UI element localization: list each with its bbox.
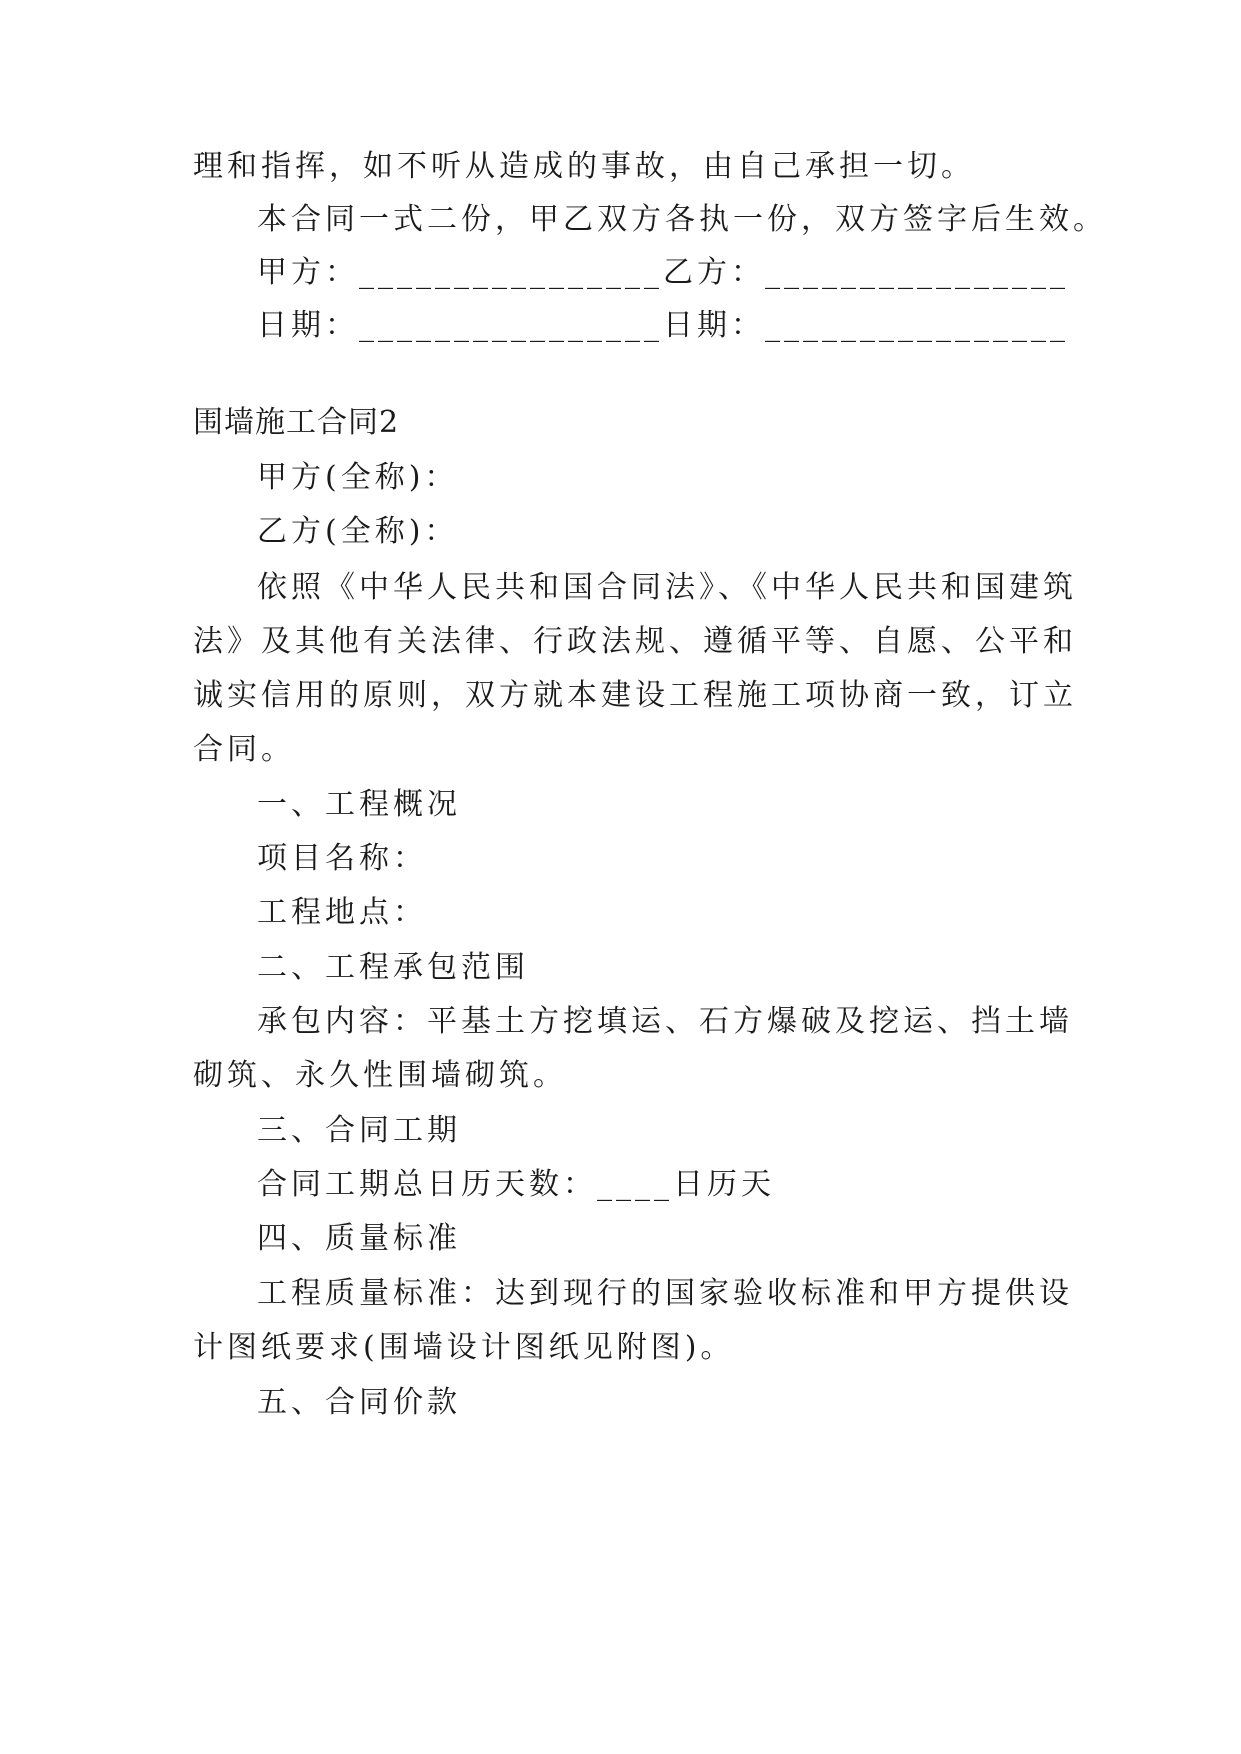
text-line: 乙方(全称)：: [257, 514, 459, 549]
text-line: 砌筑、永久性围墙砌筑。: [193, 1058, 567, 1093]
text-line: 理和指挥，如不听从造成的事故，由自己承担一切。: [193, 149, 975, 184]
section-heading: 三、合同工期: [257, 1113, 461, 1148]
signature-line-date: 日期：________________日期：________________: [257, 308, 1069, 343]
text-line: 合同工期总日历天数：____日历天: [257, 1167, 775, 1202]
text-line: 法》及其他有关法律、行政法规、遵循平等、自愿、公平和: [193, 624, 1077, 659]
section-heading: 一、工程概况: [257, 787, 461, 822]
section-title: 围墙施工合同2: [193, 405, 400, 440]
text-line: 合同。: [193, 732, 295, 767]
text-line: 计图纸要求(围墙设计图纸见附图)。: [193, 1330, 735, 1365]
text-line: 本合同一式二份，甲乙双方各执一份，双方签字后生效。: [257, 202, 1107, 237]
section-heading: 四、质量标准: [257, 1221, 461, 1256]
section-heading: 二、工程承包范围: [257, 950, 529, 985]
text-line: 工程质量标准：达到现行的国家验收标准和甲方提供设: [257, 1276, 1073, 1311]
text-line: 承包内容：平基土方挖填运、石方爆破及挖运、挡土墙: [257, 1004, 1073, 1039]
signature-line-party: 甲方：________________乙方：________________: [257, 255, 1069, 290]
text-line: 项目名称：: [257, 841, 427, 876]
text-line: 甲方(全称)：: [257, 460, 459, 495]
text-line: 诚实信用的原则，双方就本建设工程施工项协商一致，订立: [193, 678, 1077, 713]
section-heading: 五、合同价款: [257, 1385, 461, 1420]
text-line: 依照《中华人民共和国合同法》、《中华人民共和国建筑: [257, 570, 1077, 605]
text-line: 工程地点：: [257, 895, 427, 930]
